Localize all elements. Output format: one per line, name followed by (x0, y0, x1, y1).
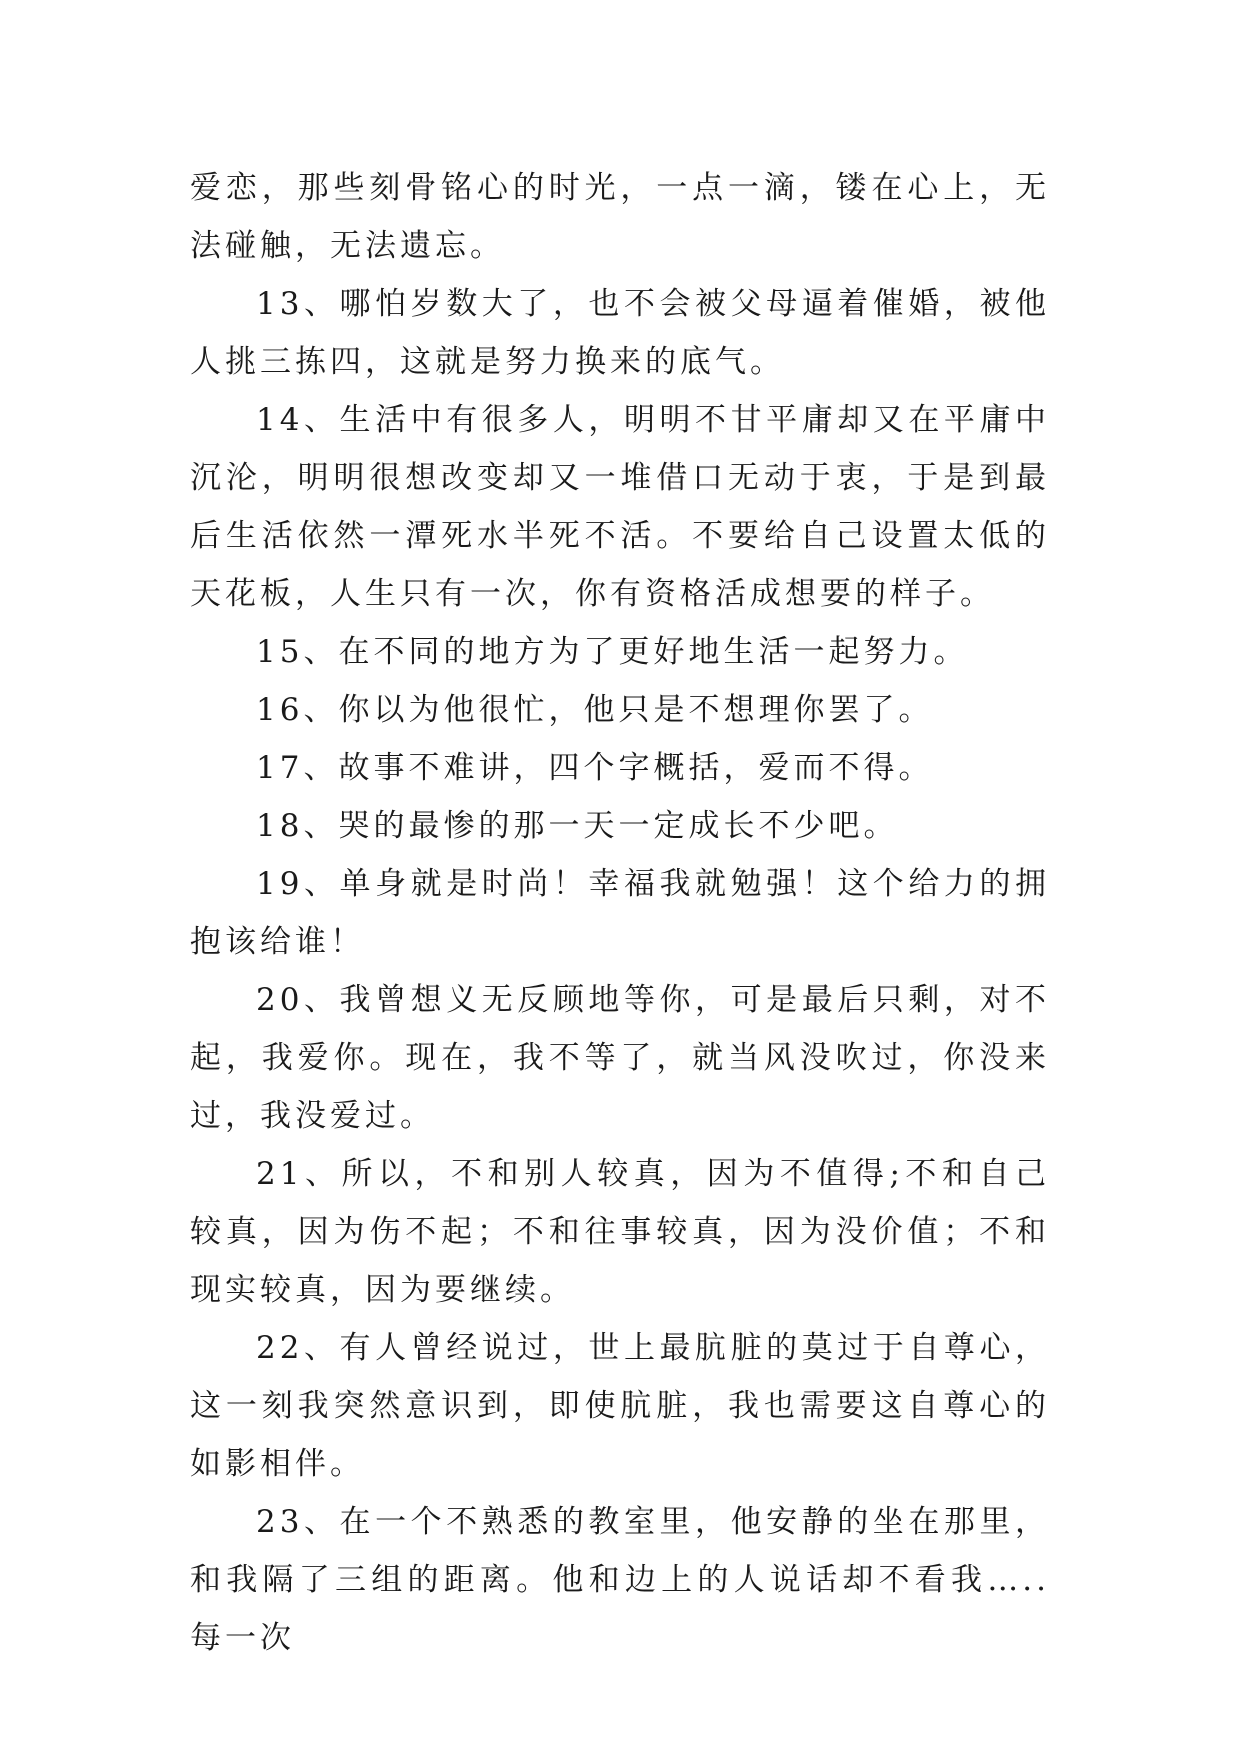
paragraph: 15、在不同的地方为了更好地生活一起努力。 (256, 634, 969, 670)
paragraph: 20、我曾想义无反顾地等你，可是最后只剩，对不起，我爱你。现在，我不等了，就当风没吹过，你没来过，我没爱过。 (190, 982, 1050, 1134)
document-body (190, 159, 1050, 1667)
paragraph: 18、哭的最惨的那一天一定成长不少吧。 (256, 808, 899, 844)
paragraph: 23、在一个不熟悉的教室里，他安静的坐在那里，和我隔了三组的距离。他和边上的人说话却不看我….. 每一次 (190, 1504, 1050, 1656)
paragraph: 19、单身就是时尚！幸福我就勉强！这个给力的拥抱该给谁！ (190, 866, 1050, 960)
paragraph: 爱恋，那些刻骨铭心的时光，一点一滴，镂在心上，无法碰触，无法遗忘。 (190, 170, 1050, 264)
paragraph: 22、有人曾经说过，世上最肮脏的莫过于自尊心，这一刻我突然意识到，即使肮脏，我也需要这自尊心的如影相伴。 (190, 1330, 1050, 1482)
paragraph: 16、你以为他很忙，他只是不想理你罢了。 (256, 692, 934, 728)
paragraph: 14、生活中有很多人，明明不甘平庸却又在平庸中沉沦，明明很想改变却又一堆借口无动于衷，于是到最后生活依然一潭死水半死不活。不要给自己设置太低的天花板，人生只有一次，你有资格活成想要的样子。 (190, 402, 1050, 612)
paragraph: 21、所以，不和别人较真，因为不值得;不和自己较真，因为伤不起；不和往事较真，因为没价值；不和现实较真，因为要继续。 (190, 1156, 1050, 1308)
paragraph: 13、哪怕岁数大了，也不会被父母逼着催婚，被他人挑三拣四，这就是努力换来的底气。 (190, 286, 1050, 380)
paragraph: 17、故事不难讲，四个字概括，爱而不得。 (256, 750, 934, 786)
